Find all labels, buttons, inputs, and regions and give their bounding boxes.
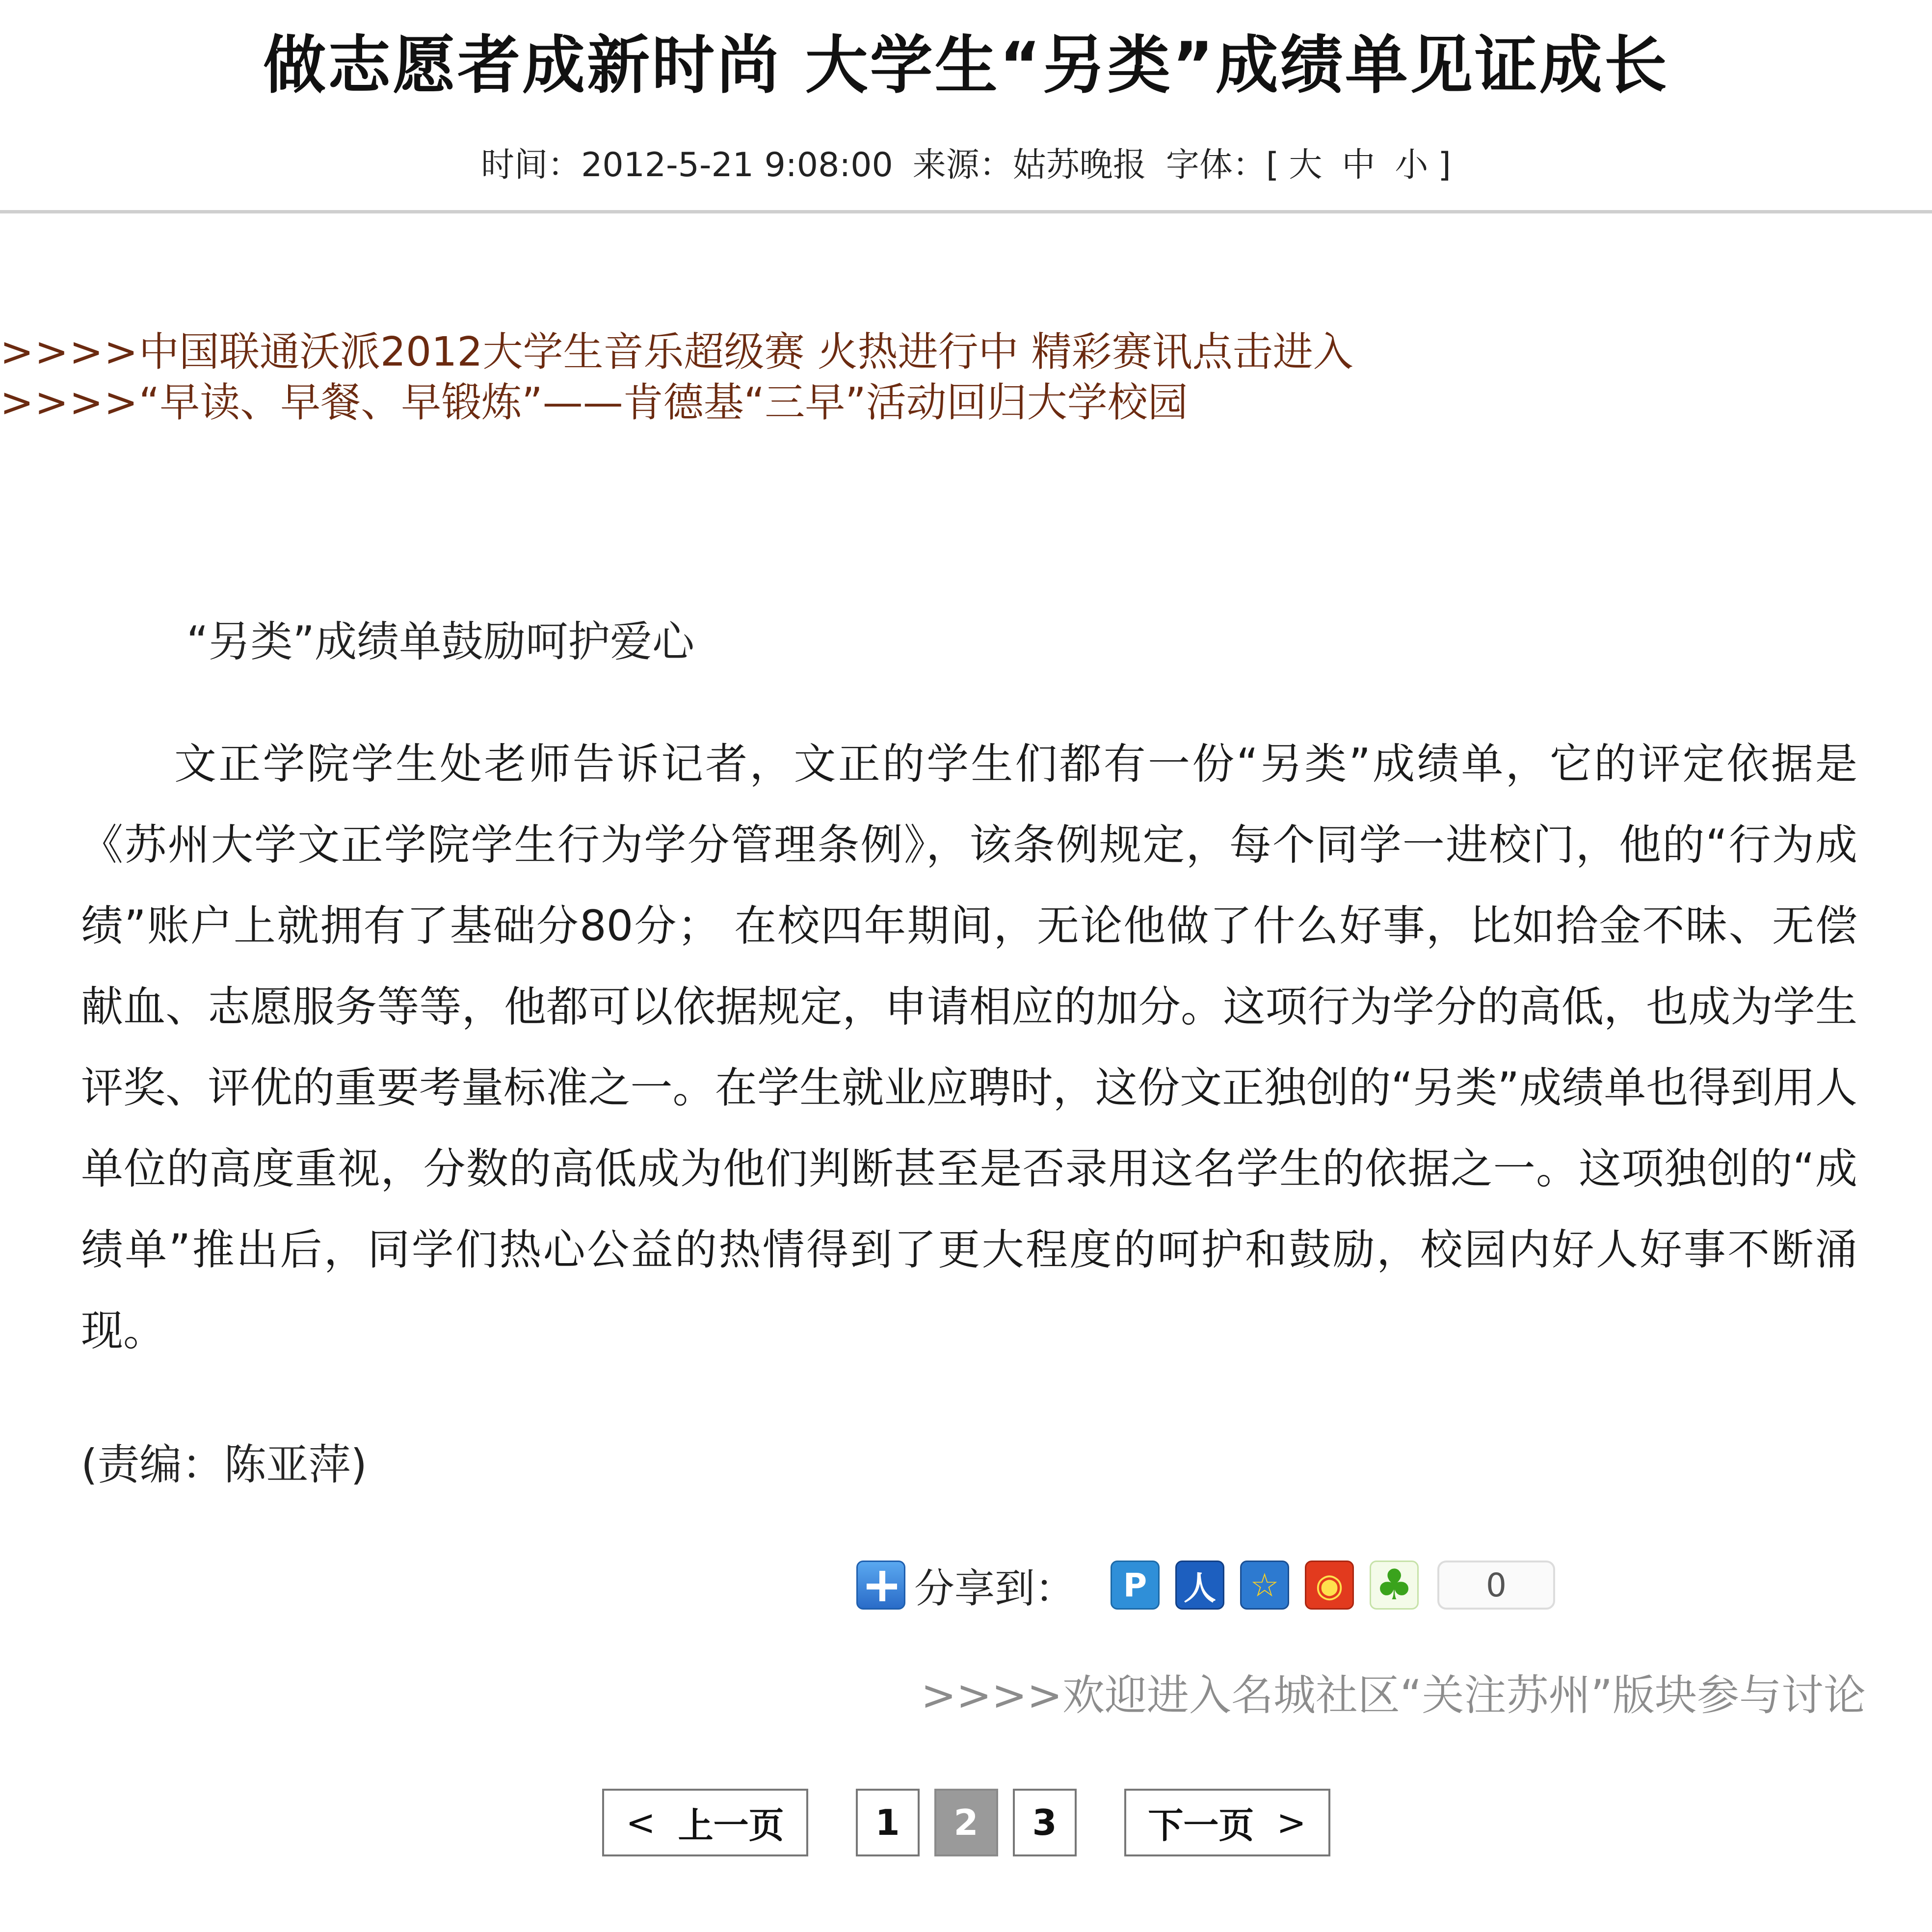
- time-label: 时间：: [481, 146, 582, 185]
- qq-favorites-icon[interactable]: ☆: [1240, 1561, 1289, 1610]
- prev-page-button[interactable]: [602, 1789, 808, 1856]
- weibo-icon[interactable]: ◉: [1305, 1561, 1354, 1610]
- promo-link-kfc-campaign[interactable]: [0, 371, 1188, 428]
- promo-text: 中国联通沃派2012大学生音乐超级赛 火热进行中 精彩赛讯点击进入: [138, 329, 1353, 375]
- double-arrow-icon: >>>>: [0, 379, 139, 426]
- page-2-button[interactable]: 2: [934, 1789, 998, 1856]
- double-arrow-icon: >>>>: [0, 329, 139, 375]
- pagination: [0, 1789, 1932, 1856]
- font-size-label: 字体：[: [1165, 146, 1279, 185]
- share-bar: [856, 1558, 1555, 1612]
- promo-link-music-contest[interactable]: [0, 320, 1353, 377]
- source-name: 姑苏晚报: [1012, 146, 1146, 185]
- publish-time: 2012-5-21 9:08:00: [581, 146, 893, 185]
- font-size-medium-link[interactable]: 中: [1342, 146, 1376, 185]
- share-label: 分享到：: [914, 1565, 1076, 1612]
- kaixin-icon[interactable]: ♣: [1370, 1561, 1419, 1610]
- editor-credit: (责编：陈亚萍): [81, 1440, 368, 1489]
- next-page-label: 下一页: [1148, 1805, 1254, 1846]
- next-page-button[interactable]: [1124, 1789, 1330, 1856]
- forum-discussion-link[interactable]: >>>>欢迎进入名城社区“关注苏州”版块参与讨论: [921, 1671, 1866, 1720]
- share-plus-icon[interactable]: [856, 1561, 905, 1610]
- font-size-small-link[interactable]: 小: [1395, 146, 1429, 185]
- page-3-button[interactable]: 3: [1013, 1789, 1077, 1856]
- chevron-left-icon: <: [626, 1802, 656, 1843]
- promo-text: “早读、早餐、早锻炼”——肯德基“三早”活动回归大学校园: [138, 379, 1188, 426]
- page-1-button[interactable]: 1: [856, 1789, 920, 1856]
- section-subheading: “另类”成绩单鼓励呵护爱心: [186, 617, 695, 666]
- header-divider: [0, 210, 1932, 213]
- prev-page-label: 上一页: [678, 1805, 784, 1846]
- font-size-large-link[interactable]: 大: [1289, 146, 1323, 185]
- chevron-right-icon: >: [1276, 1802, 1306, 1843]
- source-label: 来源：: [912, 146, 1013, 185]
- article-body: 文正学院学生处老师告诉记者，文正的学生们都有一份“另类”成绩单，它的评定依据是《苏州大学文正学院学生行为学分管理条例》，该条例规定，每个同学一进校门，他的“行为成绩”账户上就拥有了基础分80分； 在校四年期间，无论他做了什么好事，比如拾金不昧、无偿献血、志愿服务等等，他都可以依据规定，申请相应的加分。这项行为学分的高低，也成为学生评奖、评优的重要考量标准之一。在学生就业应聘时，这份文正独创的“另类”成绩单也得到用人单位的高度重视，分数的高低成为他们判断甚至是否录用这名学生的依据之一。这项独创的“成绩单”推出后，同学们热心公益的热情得到了更大程度的呵护和鼓励，校园内好人好事不断涌现。: [81, 740, 1857, 1355]
- article-title: 做志愿者成新时尚 大学生“另类”成绩单见证成长: [263, 29, 1669, 102]
- article-meta: [0, 138, 1932, 186]
- qzone-icon[interactable]: P: [1111, 1561, 1160, 1610]
- share-count: 0: [1437, 1561, 1555, 1610]
- font-size-close: ]: [1438, 146, 1451, 185]
- renren-icon[interactable]: 人: [1175, 1561, 1224, 1610]
